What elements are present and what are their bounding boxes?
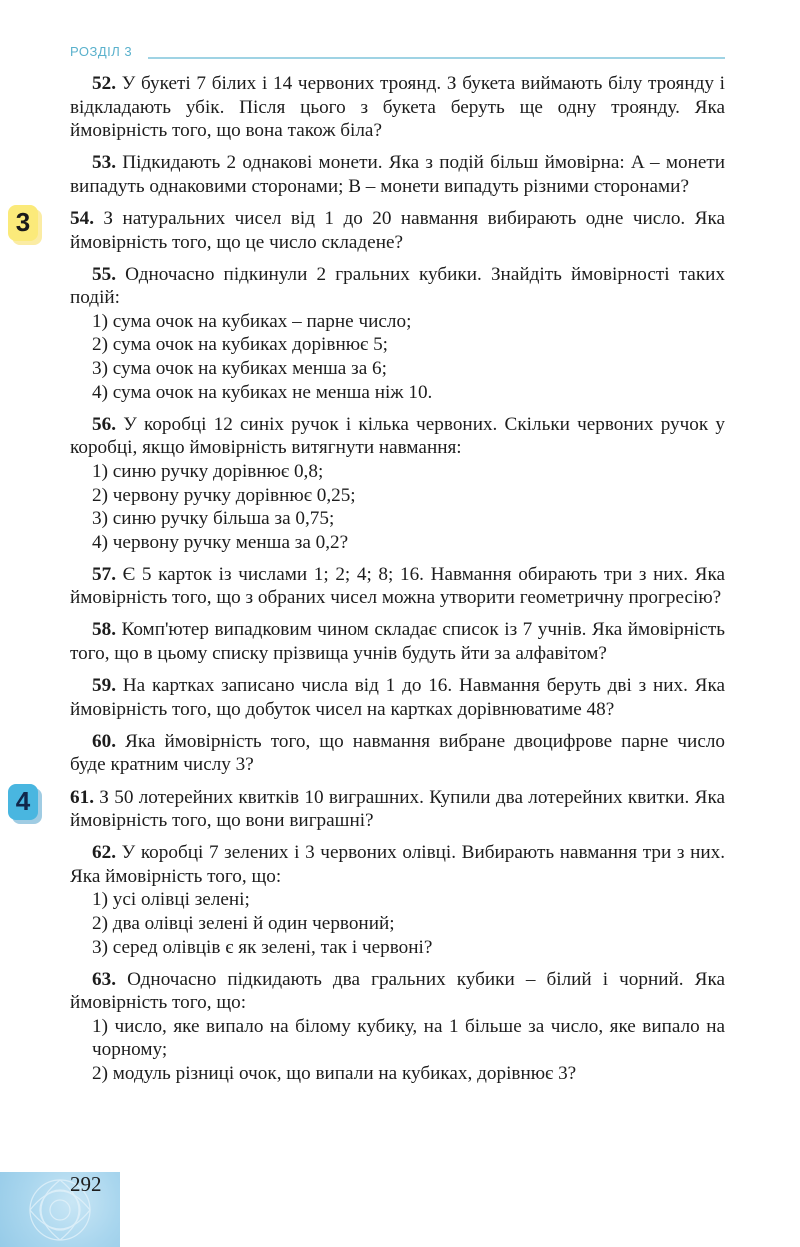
page-header bbox=[70, 44, 725, 64]
exercise-number: 59. bbox=[92, 675, 116, 697]
exercise-subitem: 3) сума очок на кубиках менша за 6; bbox=[92, 358, 387, 380]
exercise-subitem: 3) серед олівців є як зелені, так і червоні? bbox=[92, 936, 433, 958]
exercise-statement: У букеті 7 білих і 14 червоних троянд. З букета виймають білу троянду і відкладають убік. Після цього з букета беруть ще одну троянду. Яка ймовірність того, що вона також біла? bbox=[70, 73, 725, 142]
exercise-61 bbox=[15, 785, 725, 833]
exercise-number: 56. bbox=[92, 413, 116, 435]
exercise-number: 52. bbox=[92, 73, 116, 94]
exercise-text bbox=[70, 841, 725, 888]
exercise-number: 62. bbox=[92, 842, 116, 864]
exercise-56 bbox=[70, 413, 725, 555]
exercise-subitems bbox=[70, 1015, 725, 1086]
exercise-59 bbox=[70, 674, 725, 721]
exercise-text bbox=[70, 563, 725, 610]
exercise-62 bbox=[70, 841, 725, 959]
exercise-statement: У коробці 12 синіх ручок і кілька червоних. Скільки червоних ручок у коробці, якщо ймовірність витягнути навмання: bbox=[70, 413, 726, 459]
exercise-number: 58. bbox=[92, 619, 116, 641]
exercise-text bbox=[70, 618, 725, 665]
exercise-subitem: 2) два олівці зелені й один червоний; bbox=[92, 913, 395, 934]
corner-decoration bbox=[0, 1172, 120, 1247]
exercise-statement: Одночасно підкидають два гральних кубики – білий і чорний. Яка ймовірність того, що: bbox=[70, 968, 726, 1014]
exercise-subitem: 1) синю ручку дорівнює 0,8; bbox=[92, 460, 324, 482]
exercise-number: 53. bbox=[92, 152, 116, 174]
exercise-subitem: 4) червону ручку менша за 0,2? bbox=[92, 531, 349, 553]
exercise-statement: Комп'ютер випадковим чином складає список із 7 учнів. Яка ймовірність того, що в цьому списку прізвища учнів будуть йти за алфавітом? bbox=[70, 619, 726, 665]
exercise-55 bbox=[70, 263, 725, 405]
exercise-statement: З натуральних чисел від 1 до 20 навмання вибирають одне число. Яка ймовірність того, що це число складене? bbox=[70, 207, 725, 253]
difficulty-level-badge: 4 bbox=[8, 784, 38, 820]
exercise-subitem: 2) сума очок на кубиках дорівнює 5; bbox=[92, 334, 389, 356]
exercise-statement: Є 5 карток із числами 1; 2; 4; 8; 16. Навмання обирають три з них. Яка ймовірність того, що з обраних чисел можна утворити геометричну прогресію? bbox=[70, 563, 725, 609]
exercise-63 bbox=[70, 968, 725, 1086]
exercise-text bbox=[70, 786, 725, 833]
exercise-subitem: 1) усі олівці зелені; bbox=[92, 889, 250, 911]
exercise-subitem: 2) модуль різниці очок, що випали на кубиках, дорівнює 3? bbox=[92, 1063, 577, 1085]
exercise-subitem: 2) червону ручку дорівнює 0,25; bbox=[92, 484, 356, 506]
header-rule bbox=[148, 57, 725, 59]
exercise-subitem: 1) сума очок на кубиках – парне число; bbox=[92, 310, 412, 332]
exercise-subitems bbox=[70, 460, 725, 554]
exercise-number: 57. bbox=[92, 563, 116, 585]
exercise-text bbox=[70, 674, 725, 721]
difficulty-level-badge: 3 bbox=[8, 205, 38, 241]
exercise-number: 60. bbox=[92, 730, 116, 752]
exercise-text bbox=[70, 413, 725, 460]
exercise-statement: З 50 лотерейних квитків 10 виграшних. Купили два лотерейних квитки. Яка ймовірність того, що вони виграшні? bbox=[70, 786, 725, 832]
exercise-number: 61. bbox=[70, 786, 94, 808]
exercise-statement: У коробці 7 зелених і 3 червоних олівці. Вибирають навмання три з них. Яка ймовірність того, що: bbox=[70, 842, 726, 887]
exercise-number: 54. bbox=[70, 207, 94, 229]
exercise-text bbox=[70, 968, 725, 1015]
exercise-text bbox=[70, 730, 725, 777]
exercise-58 bbox=[70, 618, 725, 665]
exercise-statement: Підкидають 2 однакові монети. Яка з подій більш ймовірна: A – монети випадуть однаковими сторонами; B – монети випадуть різними сторонами? bbox=[70, 152, 726, 197]
page-number: 292 bbox=[70, 1172, 102, 1196]
section-label: РОЗДІЛ 3 bbox=[70, 44, 133, 59]
exercise-statement: На картках записано числа від 1 до 16. Навмання беруть дві з них. Яка ймовірність того, що добуток чисел на картках дорівнюватиме 48? bbox=[70, 675, 725, 720]
exercise-52 bbox=[70, 72, 725, 143]
exercise-subitems bbox=[70, 310, 725, 404]
exercise-number: 63. bbox=[92, 968, 116, 990]
exercise-statement: Одночасно підкинули 2 гральних кубики. Знайдіть ймовірності таких подій: bbox=[70, 263, 726, 309]
exercise-statement: Яка ймовірність того, що навмання вибране двоцифрове парне число буде кратним числу 3? bbox=[70, 730, 726, 776]
exercise-60 bbox=[70, 730, 725, 777]
exercise-57 bbox=[70, 563, 725, 610]
exercise-subitem: 3) синю ручку більша за 0,75; bbox=[92, 508, 335, 530]
exercise-number: 55. bbox=[92, 263, 116, 285]
exercise-text bbox=[70, 72, 725, 143]
ornament-icon bbox=[0, 1172, 120, 1247]
exercise-subitems bbox=[70, 888, 725, 959]
exercise-text bbox=[70, 151, 725, 198]
exercise-text bbox=[70, 263, 725, 310]
exercise-53 bbox=[70, 151, 725, 198]
exercise-text bbox=[70, 207, 725, 254]
exercise-54 bbox=[15, 207, 725, 254]
exercise-subitem: 4) сума очок на кубиках не менша ніж 10. bbox=[92, 381, 433, 403]
exercises-list bbox=[15, 72, 726, 1094]
exercise-subitem: 1) число, яке випало на білому кубику, на 1 більше за число, яке випало на чорному; bbox=[92, 1015, 725, 1061]
